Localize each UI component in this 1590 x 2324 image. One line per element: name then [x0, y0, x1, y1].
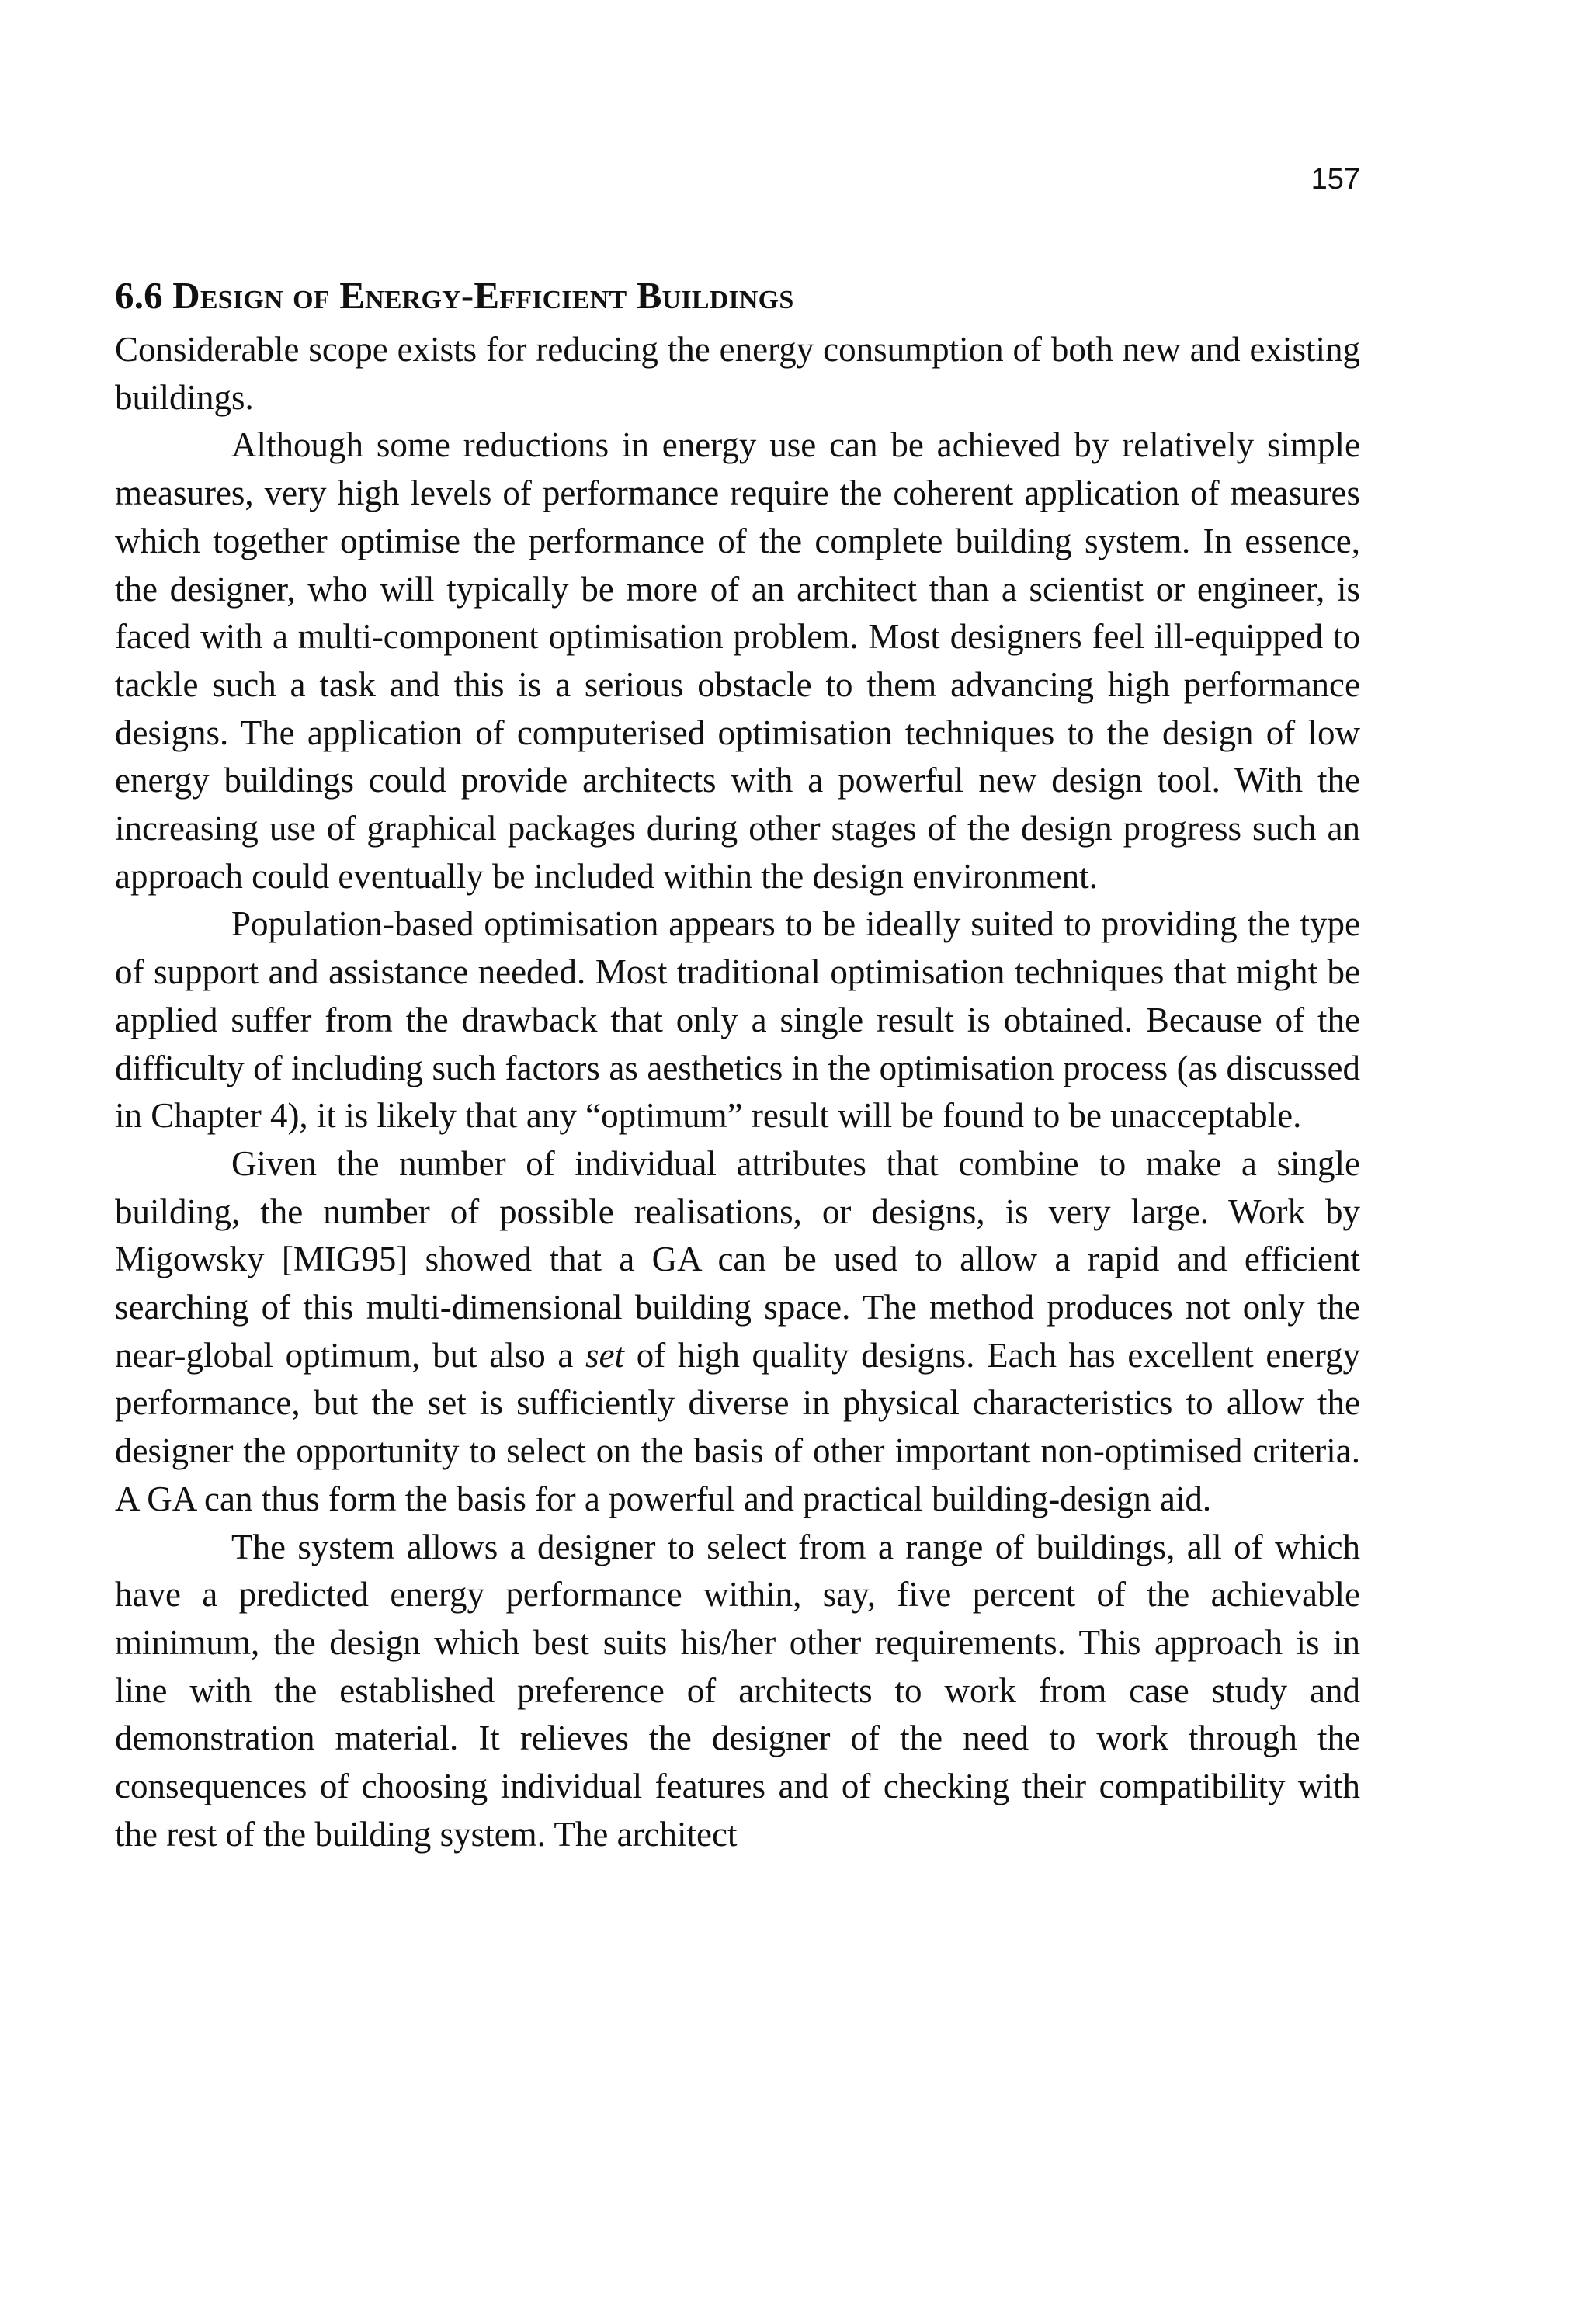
paragraph-4-text-before: Given the number of individual attributes that combine to make a single building, the number of possible realisations, or designs, is very large. Work by Migowsky [MIG95] showed that a GA can be used to allow a rapid and efficient searching of this multi-dimensional building space. The method produces not only the near-global optimum, but also a	[115, 1143, 1360, 1375]
paragraph-4	[115, 1140, 1360, 1524]
section-heading: 6.6 Design of Energy-Efficient Buildings	[115, 274, 794, 317]
body-text	[115, 326, 1360, 1859]
paragraph-4-emphasis: set	[585, 1335, 625, 1375]
paragraph-5: The system allows a designer to select from a range of buildings, all of which have a predicted energy performance within, say, five percent of the achievable minimum, the design which best suits his/her other requirements. This approach is in line with the established preference of architects to work from case study and demonstration material. It relieves the designer of the need to work through the consequences of choosing individual features and of checking their compatibility with the rest of the building system. The architect	[115, 1527, 1360, 1854]
paragraph-2: Although some reductions in energy use can be achieved by relatively simple measures, very high levels of performance require the coherent application of measures which together optimise the performance of the complete building system. In essence, the designer, who will typically be more of an architect than a scientist or engineer, is faced with a multi-component optimisation problem. Most designers feel ill-equipped to tackle such a task and this is a serious obstacle to them advancing high performance designs. The application of computerised optimisation techniques to the design of low energy buildings could provide architects with a powerful new design tool. With the increasing use of graphical packages during other stages of the design progress such an approach could eventually be included within the design environment.	[115, 425, 1360, 896]
paragraph-4-text-after: of high quality designs. Each has excellent energy performance, but the set is sufficiently diverse in physical characteristics to allow the designer the opportunity to select on the basis of other important non-optimised criteria. A GA can thus form the basis for a powerful and practical building-design aid.	[115, 1335, 1361, 1518]
page-number: 157	[1311, 163, 1360, 196]
paragraph-1: Considerable scope exists for reducing the energy consumption of both new and existing buildings.	[115, 330, 1360, 417]
paragraph-3: Population-based optimisation appears to be ideally suited to providing the type of support and assistance needed. Most traditional optimisation techniques that might be applied suffer from the drawback that only a single result is obtained. Because of the difficulty of including such factors as aesthetics in the optimisation process (as discussed in Chapter 4), it is likely that any “optimum” result will be found to be unacceptable.	[115, 904, 1360, 1136]
